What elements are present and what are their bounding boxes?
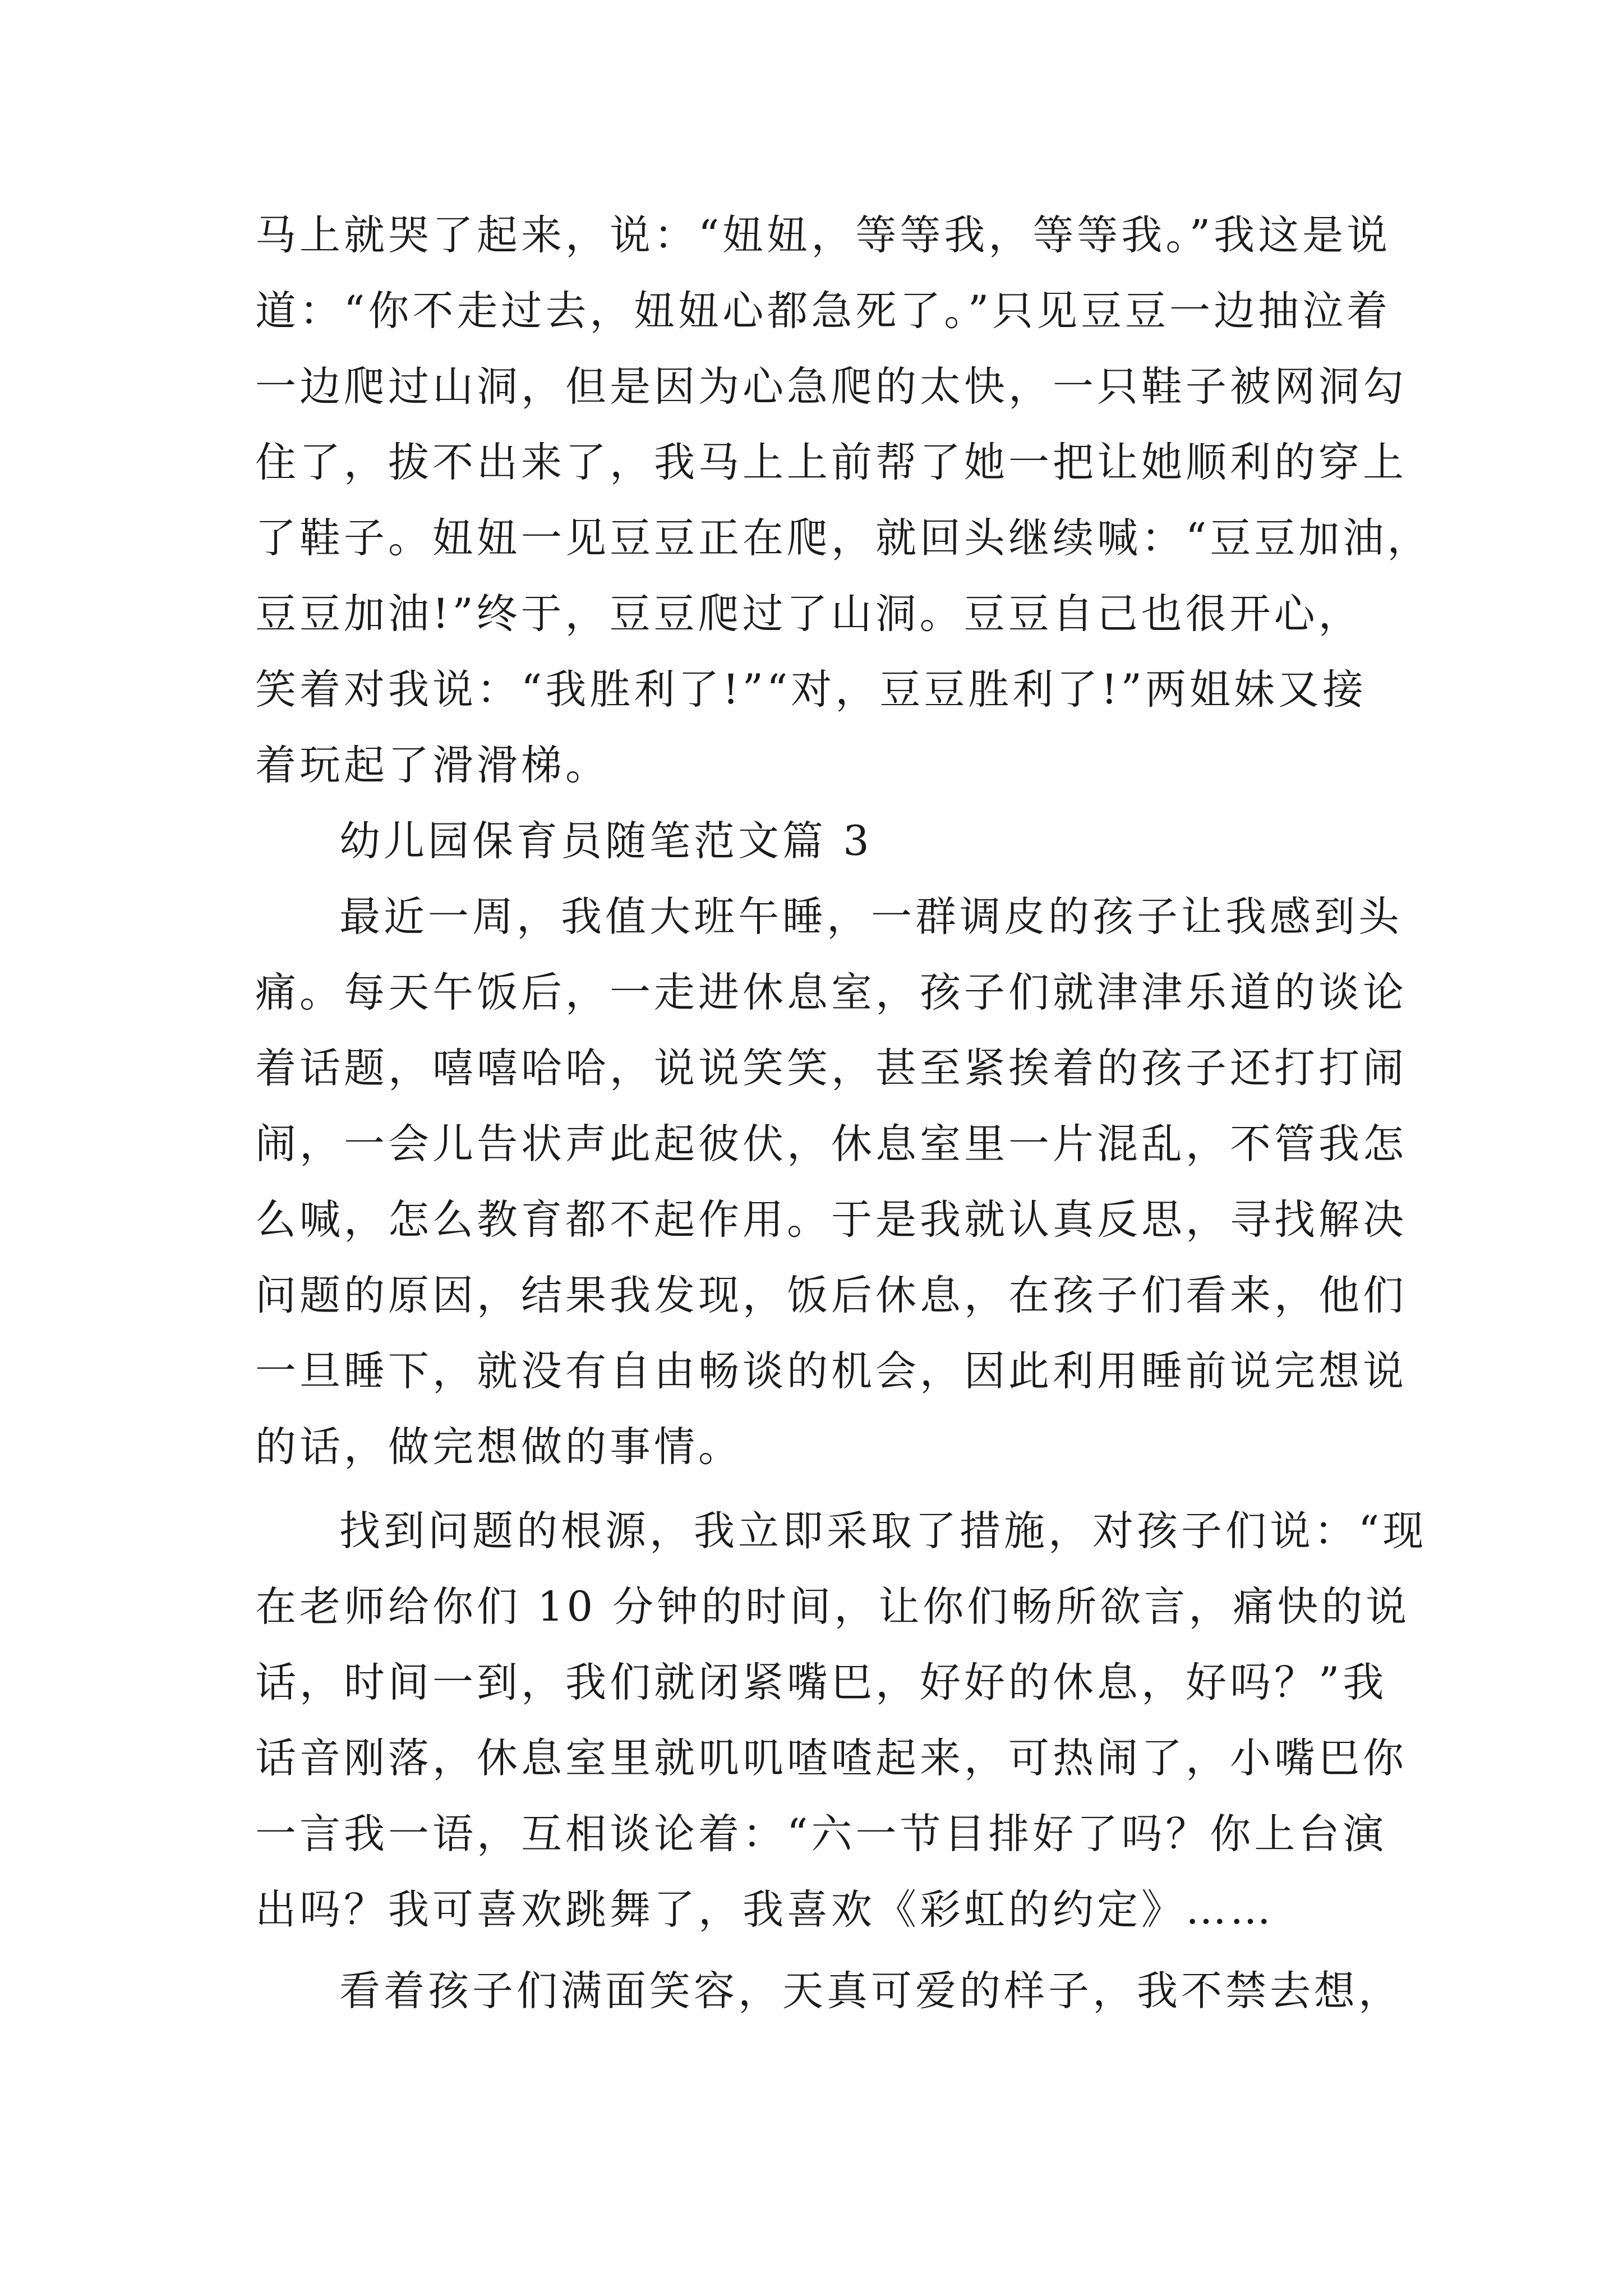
paragraph-line: 闹，一会儿告状声此起彼伏，休息室里一片混乱，不管我怎 [255, 1120, 1407, 1168]
paragraph-line: 一边爬过山洞，但是因为心急爬的太快，一只鞋子被网洞勾 [255, 363, 1407, 411]
paragraph-line: 痛。每天午饭后，一走进休息室，孩子们就津津乐道的谈论 [255, 969, 1407, 1016]
paragraph-line: 问题的原因，结果我发现，饭后休息，在孩子们看来，他们 [255, 1272, 1407, 1319]
paragraph-line: 出吗？我可喜欢跳舞了，我喜欢《彩虹的约定》…… [255, 1886, 1274, 1934]
paragraph-line: 马上就哭了起来，说：“妞妞，等等我，等等我。”我这是说 [255, 211, 1391, 259]
paragraph-line: 最近一周，我值大班午睡，一群调皮的孩子让我感到头 [339, 893, 1403, 941]
paragraph-line: 一旦睡下，就没有自由畅谈的机会，因此利用睡前说完想说 [255, 1347, 1407, 1395]
paragraph-line: 的话，做完想做的事情。 [255, 1423, 743, 1471]
paragraph-line: 了鞋子。妞妞一见豆豆正在爬，就回头继续喊：“豆豆加油， [255, 514, 1432, 562]
paragraph-line: 看着孩子们满面笑容，天真可爱的样子，我不禁去想， [339, 1967, 1403, 2015]
paragraph-line: 么喊，怎么教育都不起作用。于是我就认真反思，寻找解决 [255, 1196, 1407, 1244]
paragraph-line: 着话题，嘻嘻哈哈，说说笑笑，甚至紧挨着的孩子还打打闹 [255, 1045, 1407, 1092]
paragraph-line: 道：“你不走过去，妞妞心都急死了。”只见豆豆一边抽泣着 [255, 287, 1391, 335]
paragraph-line: 找到问题的根源，我立即采取了措施，对孩子们说：“现 [339, 1507, 1427, 1555]
paragraph-line: 豆豆加油!”终于，豆豆爬过了山洞。豆豆自己也很开心， [255, 590, 1363, 638]
paragraph-line: 着玩起了滑滑梯。 [255, 742, 610, 789]
paragraph-line: 在老师给你们 10 分钟的时间，让你们畅所欲言，痛快的说 [255, 1583, 1410, 1631]
section-heading: 幼儿园保育员随笔范文篇 3 [339, 817, 873, 865]
paragraph-line: 话音刚落，休息室里就叽叽喳喳起来，可热闹了，小嘴巴你 [255, 1734, 1407, 1782]
paragraph-line: 笑着对我说：“我胜利了!”“对，豆豆胜利了!”两姐妹又接 [255, 666, 1367, 714]
paragraph-line: 一言我一语，互相谈论着：“六一节目排好了吗？你上台演 [255, 1810, 1387, 1858]
paragraph-line: 话，时间一到，我们就闭紧嘴巴，好好的休息，好吗？”我 [255, 1659, 1387, 1706]
paragraph-line: 住了，拔不出来了，我马上上前帮了她一把让她顺利的穿上 [255, 439, 1407, 486]
